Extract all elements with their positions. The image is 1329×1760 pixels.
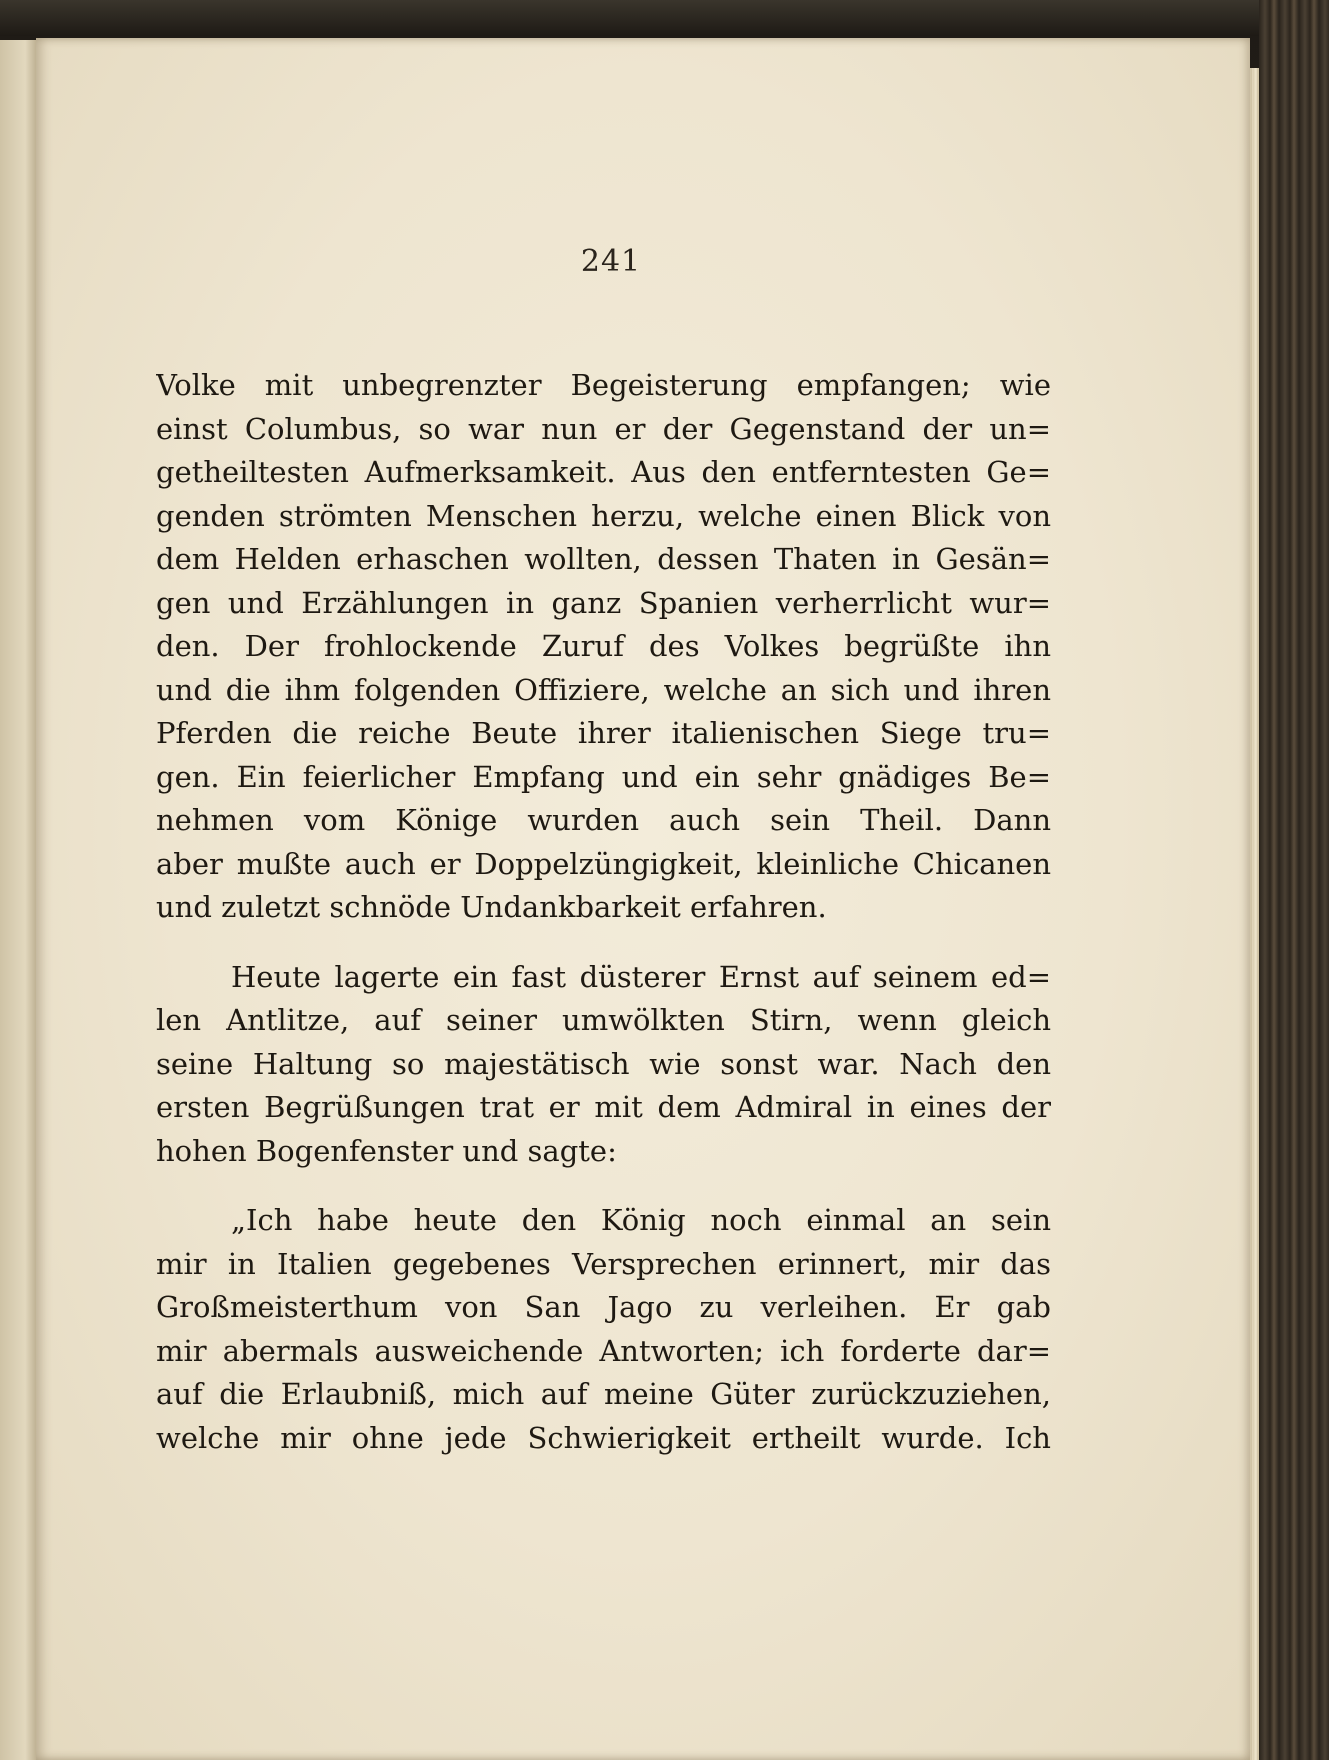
book-cover-right-edge: [1259, 0, 1329, 1760]
text-line: Großmeisterthum von San Jago zu verleihen. Er gab: [156, 1290, 1051, 1324]
text-line: gen und Erzählungen in ganz Spanien verherrlicht wur=: [156, 585, 1051, 620]
text-line: und zuletzt schnöde Undankbarkeit erfahren.: [156, 890, 827, 924]
text-line: len Antlitze, auf seiner umwölkten Stirn, wenn gleich: [156, 1003, 1051, 1037]
text-line: „Ich habe heute den König noch einmal an sein: [231, 1203, 1051, 1237]
text-line: und die ihm folgenden Offiziere, welche an sich und ihren: [156, 672, 1051, 707]
text-line: dem Helden erhaschen wollten, dessen Thaten in Gesän=: [156, 542, 1051, 576]
text-line: Volke mit unbegrenzter Begeisterung empfangen; wie: [156, 368, 1051, 402]
text-line: ersten Begrüßungen trat er mit dem Admiral in eines der: [156, 1090, 1051, 1124]
text-line: auf die Erlaubniß, mich auf meine Güter zurückzuziehen,: [156, 1377, 1051, 1411]
text-line: hohen Bogenfenster und sagte:: [156, 1133, 617, 1168]
paragraph-2: [156, 956, 1051, 1174]
text-line: den. Der frohlockende Zuruf des Volkes begrüßte ihn: [156, 629, 1051, 663]
text-line: aber mußte auch er Doppelzüngigkeit, kleinliche Chicanen: [156, 846, 1051, 881]
book-cover-top-edge: [0, 0, 1329, 36]
text-line: mir in Italien gegebenes Versprechen erinnert, mir das: [156, 1246, 1051, 1281]
body-text: [156, 364, 1051, 1460]
text-line: Pferden die reiche Beute ihrer italienischen Siege tru=: [156, 716, 1051, 750]
text-line: seine Haltung so majestätisch wie sonst war. Nach den: [156, 1046, 1051, 1081]
text-line: welche mir ohne jede Schwierigkeit ertheilt wurde. Ich: [156, 1420, 1051, 1455]
book-page: [36, 38, 1250, 1760]
text-line: einst Columbus, so war nun er der Gegenstand der un=: [156, 411, 1051, 446]
paragraph-3: [156, 1199, 1051, 1460]
paragraph-1: [156, 364, 1051, 930]
text-line: mir abermals ausweichende Antworten; ich forderte dar=: [156, 1333, 1051, 1368]
left-page-edge: [0, 40, 38, 1760]
text-line: nehmen vom Könige wurden auch sein Theil. Dann: [156, 803, 1051, 837]
text-line: gen. Ein feierlicher Empfang und ein sehr gnädiges Be=: [156, 759, 1051, 794]
text-line: genden strömten Menschen herzu, welche einen Blick von: [156, 498, 1051, 533]
text-line: getheiltesten Aufmerksamkeit. Aus den entferntesten Ge=: [156, 455, 1051, 489]
text-line: Heute lagerte ein fast düsterer Ernst auf seinem ed=: [231, 959, 1051, 994]
page-number: 241: [580, 244, 642, 279]
